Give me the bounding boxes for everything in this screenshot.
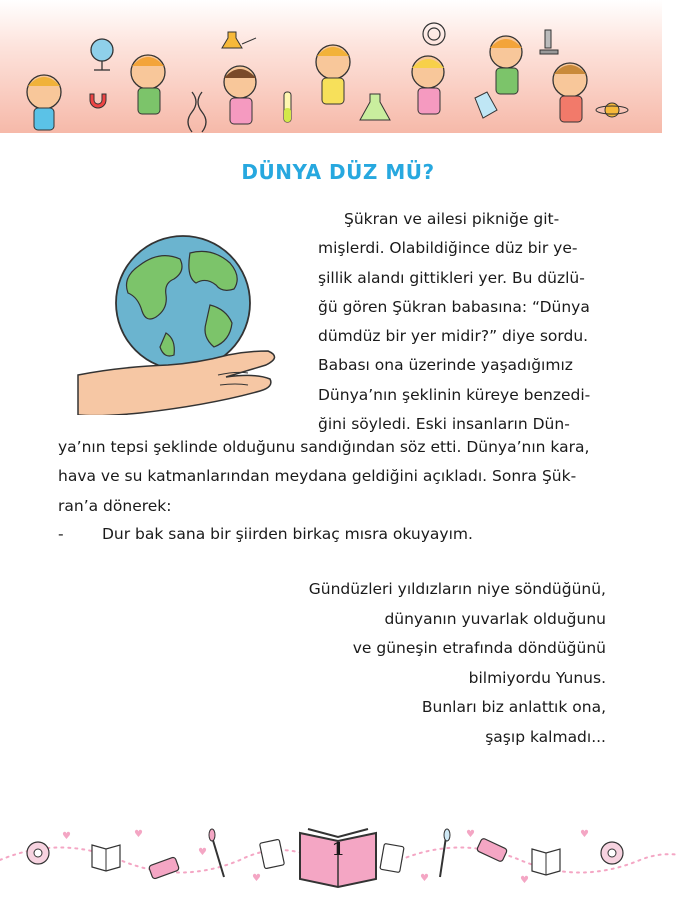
story-line: Şükran ve ailesi pikniğe git- (344, 210, 560, 228)
page-title: DÜNYA DÜZ MÜ? (241, 160, 435, 184)
svg-text:♥: ♥ (134, 829, 143, 840)
dialogue-dash: - (58, 525, 64, 543)
tape-icon (27, 842, 49, 864)
svg-text:♥: ♥ (520, 875, 529, 886)
poem-line: Gündüzleri yıldızların niye söndüğünü, (308, 580, 606, 598)
flask-icon (222, 32, 256, 48)
child-figure (553, 63, 587, 122)
poem-line: dünyanın yuvarlak olduğunu (384, 609, 606, 628)
book-icon (92, 845, 120, 871)
story-line: mişlerdi. Olabildiğince düz bir ye- (318, 239, 578, 258)
tape-icon (601, 842, 623, 864)
child-figure (412, 56, 444, 114)
story-line: dümdüz bir yer midir?” diye sordu. (318, 327, 589, 346)
child-figure (131, 55, 165, 114)
globe-small-icon (91, 39, 113, 70)
beaker-icon (360, 94, 390, 120)
svg-text:♥: ♥ (62, 831, 71, 842)
page-number: 1 (331, 839, 345, 860)
dialogue-line (58, 520, 473, 549)
header-banner (0, 0, 662, 133)
story-line: Babası ona üzerinde yaşadığımız (318, 356, 573, 375)
svg-text:♥: ♥ (252, 873, 261, 884)
magnet-icon (90, 94, 106, 108)
story-wrapped-text (318, 205, 606, 439)
brush-icon (440, 829, 450, 877)
child-figure (316, 45, 350, 104)
svg-text:♥: ♥ (420, 873, 429, 884)
dialogue-text: Dur bak sana bir şiirden birkaç mısra okuyayım. (102, 525, 473, 543)
child-figure (27, 75, 61, 130)
child-figure (490, 36, 522, 94)
poem-line: şaşıp kalmadı... (485, 727, 606, 746)
poem-line: bilmiyordu Yunus. (468, 668, 606, 687)
story-line: Dünya’nın şeklinin küreye benzedi- (318, 385, 591, 404)
story-line: ya’nın tepsi şeklinde olduğunu sandığından söz etti. Dünya’nın kara, (58, 438, 590, 456)
book-icon (532, 849, 560, 875)
svg-text:♥: ♥ (198, 847, 207, 858)
story-line: şillik alandı gittikleri yer. Bu düzlü- (318, 268, 585, 287)
earth-in-hand-icon (70, 225, 285, 415)
test-tube-icon (284, 92, 291, 122)
planet-icon (596, 103, 628, 117)
svg-text:♥: ♥ (466, 829, 475, 840)
poem-line: ve güneşin etrafında döndüğünü (352, 639, 606, 657)
glass-flask-icon (475, 92, 497, 118)
story-line: ğini söyledi. Eski insanların Dün- (318, 415, 570, 434)
svg-text:♥: ♥ (580, 829, 589, 840)
microscope-icon (540, 30, 558, 54)
dna-icon (188, 92, 206, 132)
story-line: hava ve su katmanlarından meydana geldiğini açıkladı. Sonra Şük- (58, 467, 577, 486)
story-line: ran’a dönerek: (58, 496, 172, 515)
poem (309, 575, 606, 752)
notebook-icon (260, 839, 285, 869)
maze-icon (423, 23, 445, 45)
eraser-icon (476, 838, 507, 863)
poem-line: Bunları biz anlattık ona, (421, 698, 606, 716)
story-full-text (58, 433, 606, 521)
eraser-icon (148, 857, 179, 880)
children-science-illustration (0, 0, 662, 133)
story-line: ğü gören Şükran babasına: “Dünya (318, 297, 590, 316)
notebook-icon (380, 843, 404, 872)
child-figure (224, 66, 256, 124)
